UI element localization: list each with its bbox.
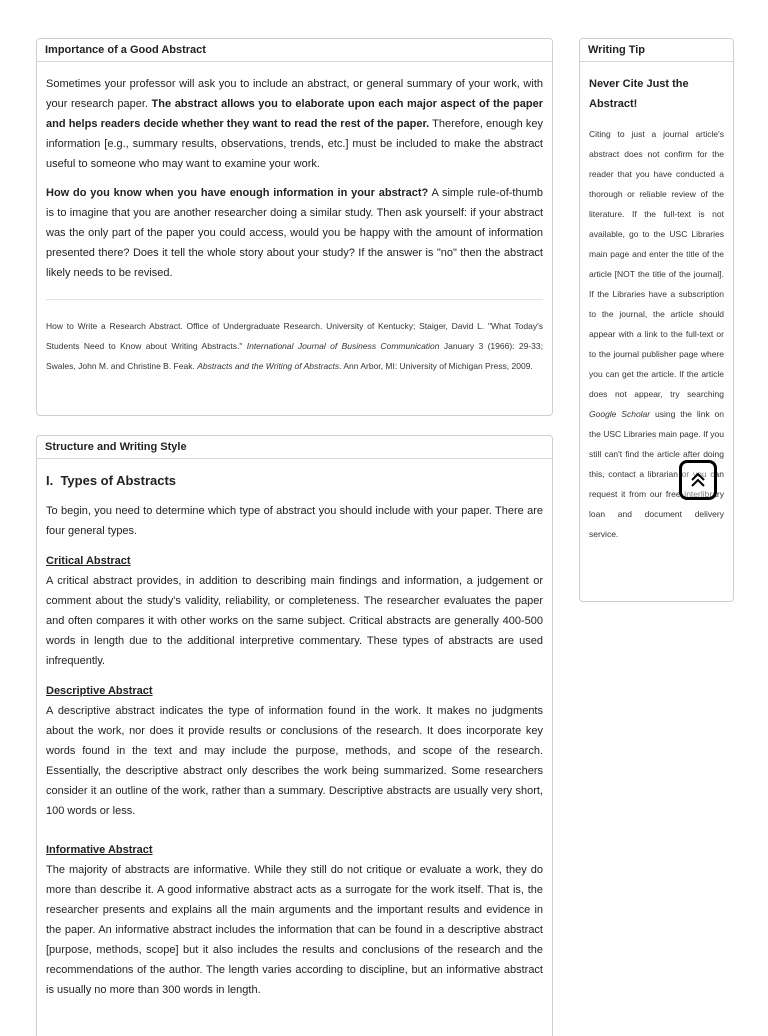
informative-abstract-text: The majority of abstracts are informative. While they still do not critique or evaluate a work, they do more than describe it. A good informative abstract acts as a surrogate for the work itself. That is, the researcher presents and explains all the main arguments and the important results and evidence in the paper. An informative abstract includes the information that can be found in a descriptive abstract [purpose, methods, scope] but it also includes the results and conclusions of the research and the recommendations of the author. The length varies according to discipline, but an informative abstract is usually no more than 300 words in length. (46, 864, 543, 996)
abstract-emphasis: The abstract allows you to elaborate upon each major aspect of the paper and helps readers decide whether they want to read the rest of the paper. (46, 98, 544, 130)
critical-abstract-text: A critical abstract provides, in addition to describing main findings and information, a judgement or comment about the study's validity, reliability, or completeness. The researcher evaluates the paper and often compares it with other works on the same subject. Critical abstracts are generally 400-500 words in length due to the additional interpretive commentary. These types of abstracts are used infrequently. (46, 575, 543, 667)
writing-tip-box (579, 38, 734, 602)
divider (46, 299, 543, 300)
critical-abstract-heading: Critical Abstract (46, 555, 131, 567)
informative-abstract-heading: Informative Abstract (46, 844, 153, 856)
box-title: Importance of a Good Abstract (37, 39, 552, 62)
tip-heading: Never Cite Just the Abstract! (589, 78, 689, 110)
types-intro: To begin, you need to determine which type of abstract you should include with your paper. There are four general types. (46, 505, 543, 537)
structure-box (36, 435, 553, 1036)
abstract-question: How do you know when you have enough information in your abstract? (46, 187, 429, 199)
abstract-paragraph-1: Sometimes your professor will ask you to include an abstract, or general summary of your work, with your research paper. The abstract allows you to elaborate upon each major aspect of the paper and helps readers decide whether they want to read the rest of the paper. Therefore, enough key information [e.g., summary results, observations, trends, etc.] must be included to make the abstract useful to someone who may want to examine your work. (46, 78, 544, 170)
box-title: Structure and Writing Style (37, 436, 552, 459)
abstract-importance-box (36, 38, 553, 416)
descriptive-abstract-text: A descriptive abstract indicates the type of information found in the work. It makes no judgments about the work, nor does it provide results or conclusions of the research. It does incorporate key words found in the text and may include the purpose, methods, and scope of the research. Essentially, the descriptive abstract only describes the work being summarized. Some researchers consider it an outline of the work, rather than a summary. Descriptive abstracts are usually very short, 100 words or less. (46, 705, 543, 817)
back-to-top-button[interactable] (679, 460, 717, 500)
tip-text: Citing to just a journal article's abstract does not confirm for the reader that you have conducted a thorough or reliable review of the literature. If the full-text is not available, go to the USC Libraries main page and enter the title of the article [NOT the title of the journal]. If the Libraries have a subscription to the journal, the article should appear with a link to the full-text or to the journal publisher page where you can get the article. If the article does not appear, try searching Google Scholar using the link on the USC Libraries main page. If you still can't find the article after doing this, contact a librarian or you can request it from our free interlibrary loan and document delivery service. (589, 129, 725, 539)
citation: How to Write a Research Abstract. Office of Undergraduate Research. University of Kentucky; Staiger, David L. "What Today's Students Need to Know about Writing Abstracts." International Journal of Business Communication January 3 (1966): 29-33; Swales, John M. and Christine B. Feak. Abstracts and the Writing of Abstracts. Ann Arbor, MI: University of Michigan Press, 2009. (46, 321, 543, 371)
section-heading: I. Types of Abstracts (46, 473, 177, 488)
box-title: Writing Tip (580, 39, 733, 62)
abstract-paragraph-2: How do you know when you have enough information in your abstract? A simple rule-of-thumb is to imagine that you are another researcher doing a similar study. Then ask yourself: if your abstract was the only part of the paper you could access, would you be happy with the amount of information presented there? Does it tell the whole story about your study? If the answer is "no" then the abstract likely needs to be revised. (46, 187, 543, 279)
double-chevron-up-icon (689, 471, 707, 489)
descriptive-abstract-heading: Descriptive Abstract (46, 685, 153, 697)
